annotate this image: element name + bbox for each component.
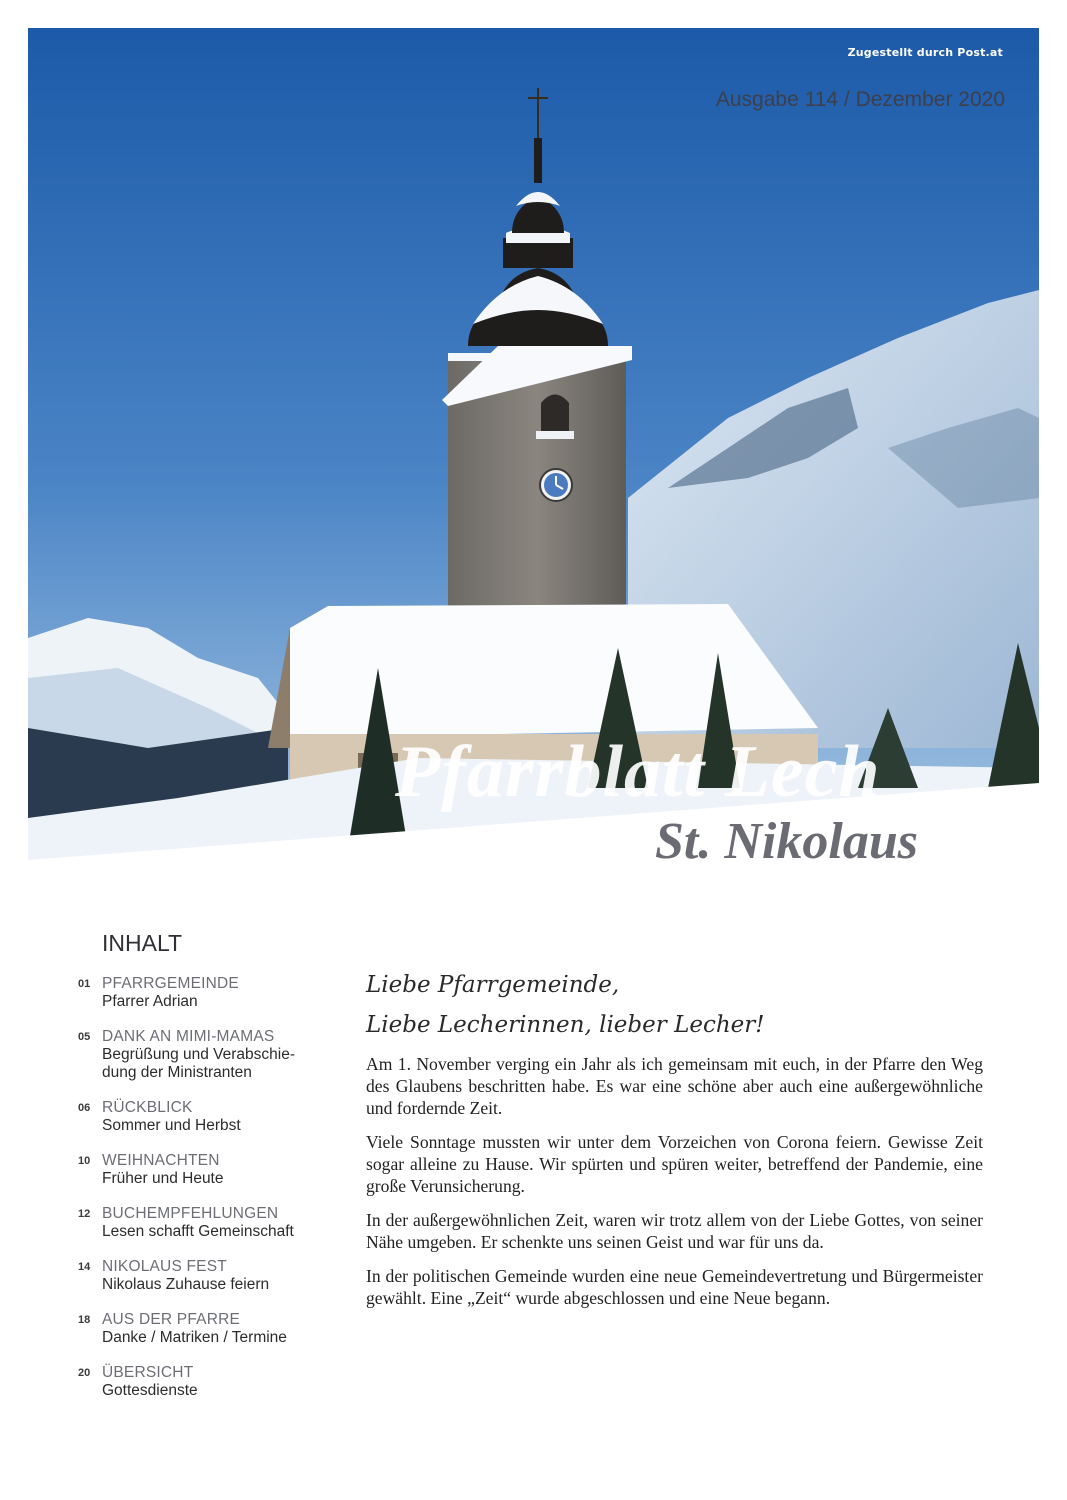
- greeting-line-2: Liebe Lecherinnen, lieber Lecher!: [366, 1012, 765, 1038]
- toc-entry-subtitle: Lesen schafft Gemeinschaft: [102, 1223, 294, 1240]
- letter-paragraph: In der außergewöhnlichen Zeit, waren wir trotz allem von der Liebe Gottes, von seiner Nähe umgeben. Er schenkte uns seinen Geist und war für uns da.: [366, 1210, 983, 1252]
- greeting-line-1: Liebe Pfarrgemeinde,: [366, 972, 620, 998]
- toc-entry-title: BUCHEMPFEHLUNGEN: [102, 1205, 279, 1222]
- toc-page-number: 20: [78, 1367, 91, 1379]
- toc-entry: [78, 1258, 328, 1294]
- toc-entry-title: DANK AN MIMI-MAMAS: [102, 1028, 275, 1045]
- letter-greeting: [366, 965, 1006, 1045]
- toc-page-number: 14: [78, 1261, 91, 1273]
- toc-page-number: 12: [78, 1208, 91, 1220]
- table-of-contents: [78, 975, 328, 1417]
- toc-entry-title: AUS DER PFARRE: [102, 1311, 241, 1328]
- toc-entry: [78, 1099, 328, 1135]
- toc-entry-title: RÜCKBLICK: [102, 1099, 193, 1116]
- toc-entry-title: NIKOLAUS FEST: [102, 1258, 227, 1275]
- toc-entry-subtitle: Danke / Matriken / Termine: [102, 1329, 287, 1346]
- toc-heading: INHALT: [102, 930, 183, 956]
- toc-page-number: 01: [78, 978, 91, 990]
- toc-entry: [78, 1028, 328, 1082]
- toc-entry: [78, 1152, 328, 1188]
- toc-entry-subtitle: Früher und Heute: [102, 1170, 224, 1187]
- letter-body: [366, 1053, 983, 1321]
- toc-entry-subtitle: Pfarrer Adrian: [102, 993, 198, 1010]
- masthead-subtitle: St. Nikolaus: [655, 813, 918, 870]
- toc-entry-subtitle: Gottesdienste: [102, 1382, 198, 1399]
- toc-page-number: 06: [78, 1102, 91, 1114]
- toc-entry: [78, 975, 328, 1011]
- letter-paragraph: Am 1. November verging ein Jahr als ich gemeinsam mit euch, in der Pfarre den Weg des Glaubens beschritten habe. Es war eine schöne aber auch eine außergewöhnliche und fordernde Zeit.: [366, 1054, 983, 1118]
- toc-page-number: 18: [78, 1314, 91, 1326]
- toc-entry: [78, 1364, 328, 1400]
- toc-entry-subtitle: Sommer und Herbst: [102, 1117, 241, 1134]
- toc-entry-title: PFARRGEMEINDE: [102, 975, 239, 992]
- letter-paragraph: Viele Sonntage mussten wir unter dem Vorzeichen von Corona feiern. Gewisse Zeit sogar alleine zu Hause. Wir spürten und spüren weiter, betreffend der Pandemie, eine große Verunsicherung.: [366, 1132, 983, 1196]
- issue-info: Ausgabe 114 / Dezember 2020: [715, 88, 1005, 111]
- delivery-note: Zugestellt durch Post.at: [847, 46, 1003, 59]
- toc-page-number: 05: [78, 1031, 91, 1043]
- toc-entry-title: ÜBERSICHT: [102, 1364, 194, 1381]
- toc-entry: [78, 1311, 328, 1347]
- toc-entry: [78, 1205, 328, 1241]
- letter-paragraph: In der politischen Gemeinde wurden eine neue Gemeindevertretung und Bürgermeister gewählt. Eine „Zeit“ wurde abgeschlossen und eine Neue begann.: [366, 1266, 983, 1308]
- toc-entry-subtitle: Begrüßung und Verabschie- dung der Ministranten: [102, 1046, 296, 1081]
- toc-page-number: 10: [78, 1155, 91, 1167]
- toc-entry-subtitle: Nikolaus Zuhause feiern: [102, 1276, 270, 1293]
- toc-entry-title: WEIHNACHTEN: [102, 1152, 220, 1169]
- masthead-title: Pfarrblatt Lech: [395, 731, 881, 813]
